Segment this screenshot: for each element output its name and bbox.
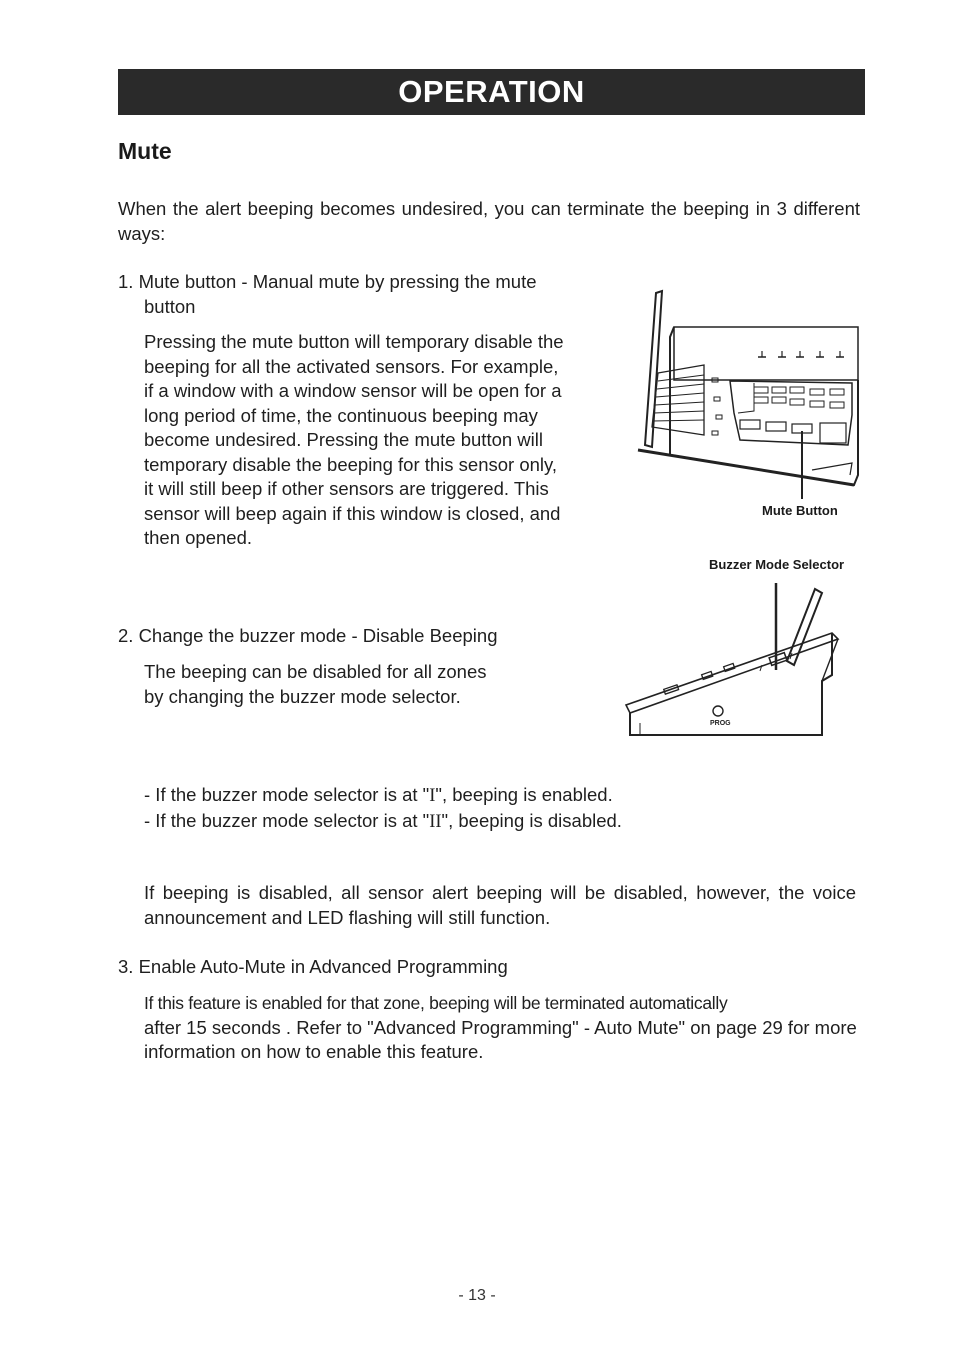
section-title: Mute [118,138,172,164]
base-station-side-diagram [620,575,845,745]
antenna-icon [645,291,662,447]
buzzer-mode-lines [144,783,744,834]
prog-button-icon [713,706,723,716]
mode-line-disabled-suffix: ", beeping is disabled. [441,809,622,831]
mode-line-enabled-suffix: ", beeping is enabled. [435,784,613,805]
base-station-front-diagram [630,285,865,505]
mute-button-label: Mute Button [762,503,838,518]
item-2-heading: 2. Change the buzzer mode - Disable Beeping [118,625,498,646]
item-1-heading [118,270,548,319]
mode-line-enabled-prefix: - If the buzzer mode selector is at " [144,784,430,805]
prog-label: PROG [710,720,731,727]
mode-line-enabled [144,783,744,809]
item-3-body-rest: after 15 seconds . Refer to "Advanced Programming" - Auto Mute" on page 29 for more information on how to enable this feature. [144,1016,857,1062]
mode-line-disabled-mode: II [429,811,442,832]
item-3-heading: 3. Enable Auto-Mute in Advanced Programming [118,956,508,977]
page-number: - 13 - [458,1287,496,1304]
page-header-bar: OPERATION [118,69,865,115]
item-3-body [144,991,866,1065]
mode-line-enabled-mode: I [429,786,436,806]
intro-paragraph: When the alert beeping becomes undesired, you can terminate the beeping in 3 different ways: [118,198,860,244]
item-2-body: The beeping can be disabled for all zones by changing the buzzer mode selector. [144,661,487,707]
beeping-disabled-note: If beeping is disabled, all sensor alert beeping will be disabled, however, the voice announcement and LED flashing will still function. [144,882,856,928]
item-3-body-line1: If this feature is enabled for that zone, beeping will be terminated automatically [144,993,728,1013]
item-1-heading-text: 1. Mute button - Manual mute by pressing the mute button [118,271,537,317]
mode-line-disabled [144,809,744,835]
mode-line-disabled-prefix: - If the buzzer mode selector is at " [144,809,430,831]
item-1-body: Pressing the mute button will temporary disable the beeping for all the activated sensors. For example, if a window with a window sensor will be open for a long period of time, the continuous beeping may become undesired. Pressing the mute button will temporary disable the beeping for this sensor only, it will still beep if other sensors are triggered. This sensor will beep again if this window is closed, and then opened. [144,331,564,548]
buzzer-mode-selector-label: Buzzer Mode Selector [709,557,845,572]
